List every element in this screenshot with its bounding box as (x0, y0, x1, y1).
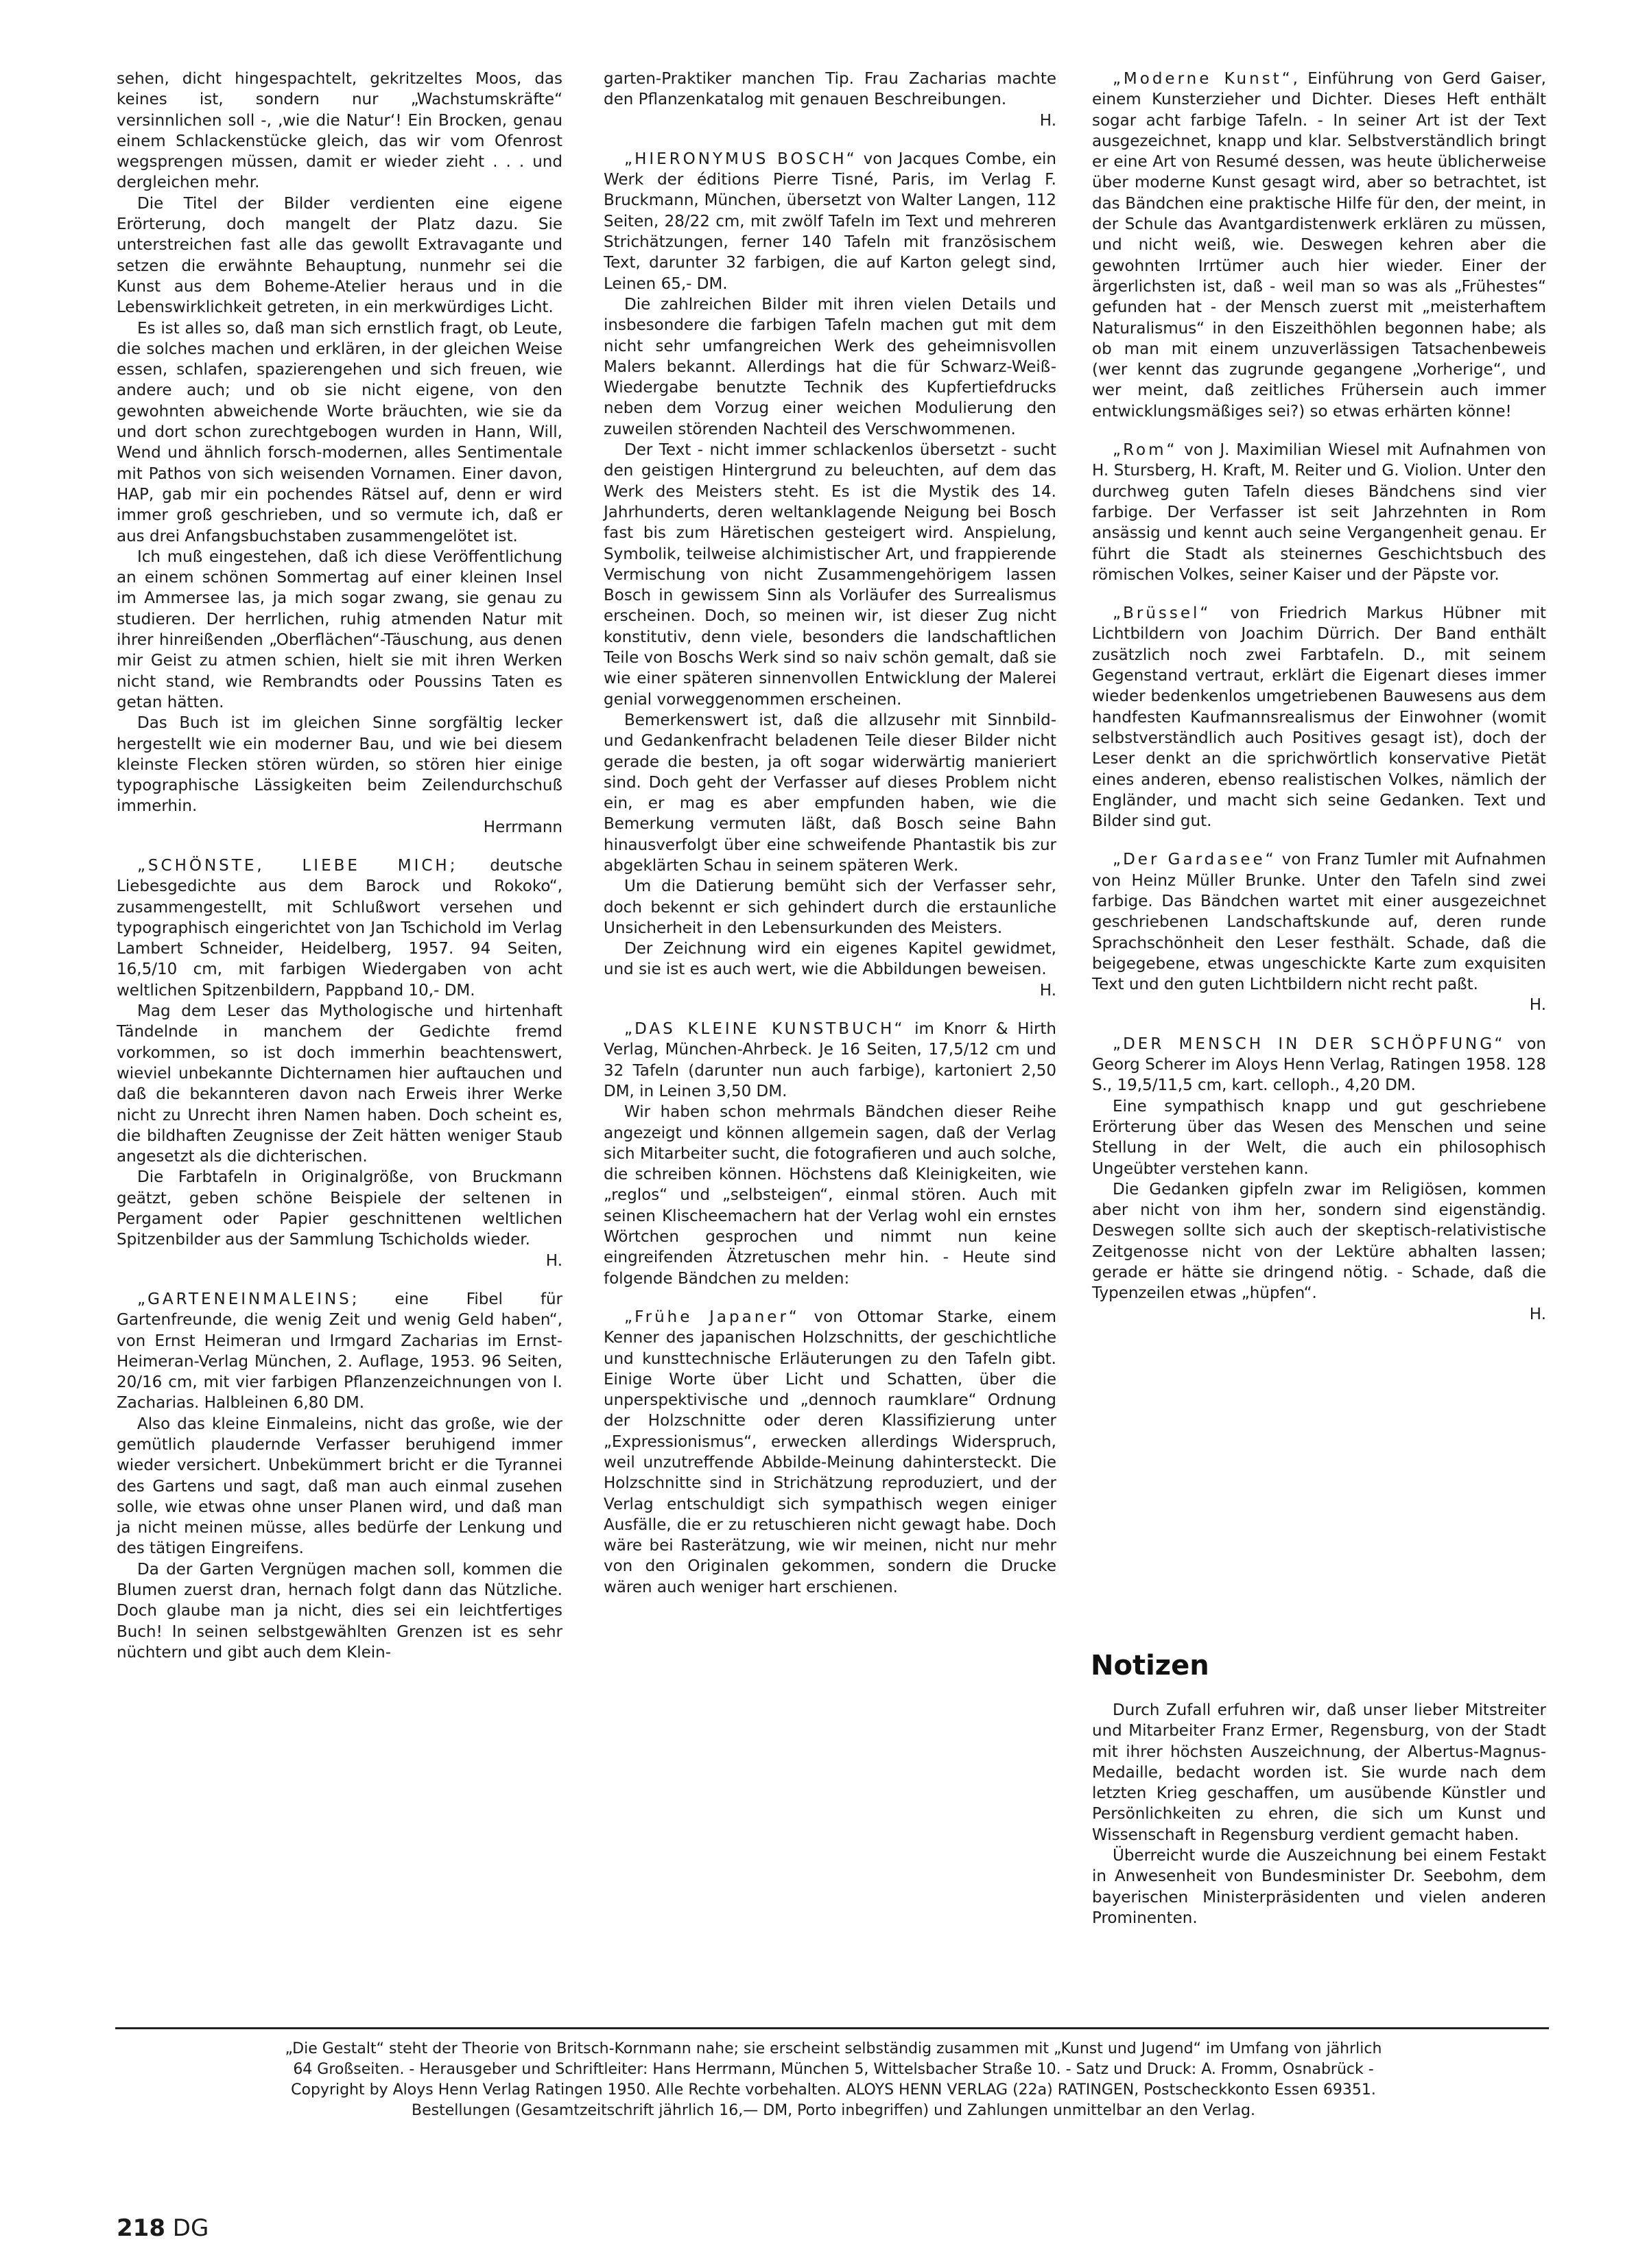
imprint-line: Copyright by Aloys Henn Verlag Ratingen 1950. Alle Rechte vorbehalten. ALOYS HENN VERLAG (22a) RATINGEN, Postscheckkonto Essen 69351. (291, 2081, 1376, 2099)
review-title: „DER MENSCH IN DER SCHÖPFUNG“ (1113, 1035, 1506, 1053)
review-entry (117, 1289, 562, 1414)
review-entry (1092, 603, 1546, 831)
author-signature: H. (1039, 111, 1056, 130)
paragraph: Wir haben schon mehrmals Bändchen dieser Reihe angezeigt und können allgemein sagen, daß der Verlag sich Mitarbeiter sucht, die fotografieren und auch solche, die schreiben können. Höchstens daß Kleinigkeiten, wie „reglos“ und „selbsteigen“, einmal stören. Auch mit seinen Klischeemachern hat der Verlag wohl ein ernstes Wörtchen gesprochen und nimmt nun keine eingreifenden Ätzretuschen mehr hin. - Heute sind folgende Bändchen zu melden: (604, 1103, 1056, 1288)
paragraph-text: Die Gedanken gipfeln zwar im Religiösen, kommen aber nicht von ihm her, sondern sind eigenständig. Deswegen sollte sich auch der skeptisch-relativistische Zeitgenosse nicht von der Lektüre abhalten lassen; gerade er hätte sie dringend nötig. - Schade, daß die Typenzeilen etwas „hüpfen“. (1092, 1180, 1546, 1303)
paragraph: Mag dem Leser das Mythologische und hirtenhaft Tändelnde in manchem der Gedichte fremd vorkommen, so ist doch immerhin beachtenswert, wieviel unbekannte Dichternamen hier auftauchen und daß die bekannteren davon nach Erweis ihrer Werke nicht zu Unrecht ihren Namen haben. Doch scheint es, die bildhaften Zeugnisse der Zeit hätten weniger Staub angesetzt als die dichterischen. (117, 1002, 562, 1166)
review-title: „Frühe Japaner“ (624, 1308, 800, 1326)
author-signature: H. (1529, 996, 1546, 1015)
notizen-heading: Notizen (1091, 1650, 1209, 1681)
paragraph-text: garten-Praktiker manchen Tip. Frau Zacharias machte den Pflanzenkatalog mit genauen Beschreibungen. (604, 70, 1056, 109)
review-title: „Moderne Kunst“ (1113, 70, 1293, 88)
author-signature: H. (1039, 981, 1056, 1000)
paragraph: Da der Garten Vergnügen machen soll, kommen die Blumen zuerst dran, hernach folgt dann das Nützliche. Doch glaube man ja nicht, dies sei ein leichtfertiges Buch! In seinen selbstgewählten Grenzen ist es sehr nüchtern und gibt auch dem Klein- (117, 1560, 562, 1662)
imprint-line: Bestellungen (Gesamtzeitschrift jährlich 16,— DM, Porto inbegriffen) und Zahlungen unmittelbar an den Verlag. (411, 2102, 1256, 2119)
review-bibliography: von Jacques Combe, ein Werk der éditions Pierre Tisné, Paris, im Verlag F. Bruckmann, München, übersetzt von Walter Langen, 112 Seiten, 28/22 cm, mit zwölf Tafeln im Text und mehreren Strichätzungen, ferner 140 Tafeln mit französischem Text, darunter 32 farbigen, die auf Karton gelegt sind, Leinen 65,- DM. (604, 150, 1056, 293)
review-title: „SCHÖNSTE, LIEBE MICH (137, 856, 450, 875)
review-title: „GARTENEINMALEINS (137, 1290, 352, 1308)
paragraph: Es ist alles so, daß man sich ernstlich fragt, ob Leute, die solches machen und erklären, in der gleichen Weise essen, schlafen, spazierengehen und sich freuen, wie andere auch; und ob sie nicht eigene, von den gewohnten abweichende Worte bräuchten, wie sie da und dort schon zurechtgebogen wurden in Hann, Will, Wend und ähnlich forsch-modernen, alles Sentimentale mit Pathos von sich weisenden Vornamen. Einer davon, HAP, gab mir ein pochendes Rätsel auf, denn er wird immer groß geschrieben, und so vermute ich, daß er aus drei Anfangsbuchstaben zusammengelötet ist. (117, 319, 562, 545)
author-signature: H. (1529, 1305, 1546, 1323)
paragraph (604, 69, 1056, 131)
notizen-section (1092, 1700, 1546, 1928)
review-bibliography: im Knorr & Hirth Verlag, München-Ahrbeck. Je 16 Seiten, 17,5/12 cm und 32 Tafeln (darunter nun auch farbige), kartoniert 2,50 DM, in Leinen 3,50 DM. (604, 1020, 1057, 1100)
review-entry (604, 1307, 1056, 1598)
review-entry (1092, 1034, 1546, 1096)
paragraph (117, 1167, 562, 1271)
review-title: „Der Gardasee“ (1113, 851, 1277, 869)
page-folio (117, 2214, 209, 2242)
review-bibliography: ; eine Fibel für Gartenfreunde, die wenig Zeit und wenig Geld haben“, von Ernst Heimeran und Irmgard Zacharias im Ernst-Heimeran-Verlag München, 2. Auflage, 1953. 96 Seiten, 20/16 cm, mit vier farbigen Pflanzenzeichnungen von I. Zacharias. Halbleinen 6,80 DM. (117, 1290, 562, 1413)
review-text: von Friedrich Markus Hübner mit Lichtbildern von Joachim Dürrich. Der Band enthält zusätzlich noch zwei Farbtafeln. D., mit seinem Gegenstand vertraut, erklärt die Eigenart dieses immer wieder bedenkenlos umgetriebenen Bauwesens aus dem handfesten Kaufmannsrealismus der Einwohner (womit selbstverständlich auch Positives gesagt ist), doch der Leser denkt an die sprichwörtlich konservative Pietät eines anderen, ebenso realistischen Volkes, nämlich der Engländer, und macht sich seine Gedanken. Text und Bilder sind gut. (1092, 604, 1546, 831)
paragraph: Um die Datierung bemüht sich der Verfasser sehr, doch bekennt er sich gehindert durch die erstaunliche Unsicherheit in den Lebensurkunden des Meisters. (604, 877, 1056, 937)
review-title: „Rom“ (1113, 441, 1178, 460)
review-bibliography: ; deutsche Liebesgedichte aus dem Barock und Rokoko“, zusammengestellt, mit Schlußwort versehen und typographisch eingerichtet von Jan Tschichold im Verlag Lambert Schneider, Heidelberg, 1957. 94 Seiten, 16,5/10 cm, mit farbigen Wiedergaben von acht weltlichen Spitzenbildern, Pappband 10,- DM. (117, 856, 563, 1000)
paragraph: Die Titel der Bilder verdienten eine eigene Erörterung, doch mangelt der Platz dazu. Sie unterstreichen fast alle das gewollt Extravagante und setzen die erwähnte Behauptung, nunmehr sei die Kunst aus dem Boheme-Atelier heraus und in die Lebenswirklichkeit getreten, in ein merkwürdiges Licht. (117, 194, 562, 317)
review-title: „Brüssel“ (1113, 604, 1211, 623)
paragraph: Überreicht wurde die Auszeichnung bei einem Festakt in Anwesenheit von Bundesminister Dr. Seebohm, dem bayerischen Ministerpräsidenten und vielen anderen Prominenten. (1092, 1847, 1546, 1927)
journal-abbreviation: DG (172, 2214, 209, 2242)
paragraph: Die zahlreichen Bilder mit ihren vielen Details und insbesondere die farbigen Tafeln machen gut mit dem nicht sehr umfangreichen Werk des geheimnisvollen Malers bekannt. Allerdings hat die für Schwarz-Weiß-Wiedergabe benutzte Technik des Kupfertiefdrucks neben dem Vorzug einer weichen Modulierung den zuweilen störenden Nachteil des Verschwommenen. (604, 295, 1056, 438)
paragraph-text: Die Farbtafeln in Originalgröße, von Bruckmann geätzt, geben schöne Beispiele der seltenen in Pergament oder Papier geschnittenen weltlichen Spitzenbilder aus der Sammlung Tschicholds wieder. (117, 1168, 562, 1249)
review-bibliography: von Georg Scherer im Aloys Henn Verlag, Ratingen 1958. 128 S., 19,5/11,5 cm, kart. celloph., 4,20 DM. (1092, 1035, 1546, 1095)
paragraph: Also das kleine Einmaleins, nicht das große, wie der gemütlich plaudernde Verfasser beruhigend immer wieder versichert. Unbekümmert bricht er die Tyrannei des Gartens und sagt, daß man auch einmal zusehen solle, wie etwas ohne unser Planen wird, und daß man ja nicht meinen müsse, alles bedürfe der Lenkung und des tätigen Eingreifens. (117, 1415, 562, 1558)
paragraph: Durch Zufall erfuhren wir, daß unser lieber Mitstreiter und Mitarbeiter Franz Ermer, Regensburg, von der Stadt mit ihrer höchsten Auszeichnung, der Albertus-Magnus-Medaille, bedacht worden ist. Sie wurde nach dem letzten Krieg geschaffen, um ausübende Künstler und Persönlichkeiten zu ehren, die sich um Kunst und Wissenschaft in Regensburg verdient gemacht haben. (1092, 1701, 1546, 1844)
paragraph (604, 938, 1056, 1001)
review-entry (117, 855, 562, 1001)
review-entry (1092, 440, 1546, 585)
review-text: von Franz Tumler mit Aufnahmen von Heinz Müller Brunke. Unter den Tafeln sind zwei farbige. Das Bändchen wartet mit einer ausgezeichnet geschriebenen Landschaftskunde auf, deren runde Sprachschönheit den Leser festhält. Schade, daß die beigegebene, etwas ungeschickte Karte zum exquisiten Text und den guten Lichtbildern nicht recht paßt. (1092, 851, 1546, 994)
imprint-footer (123, 2039, 1543, 2121)
review-text: von Ottomar Starke, einem Kenner des japanischen Holzschnitts, der geschichtliche und kunsttechnische Erläuterungen zu den Tafeln gibt. Einige Worte über Licht und Schatten, über die unperspektivische und „dennoch raumklare“ Ordnung der Holzschnitte oder deren Klassifizierung unter „Expressionismus“, erwecken allerdings Widerspruch, weil unzutreffende Abbilde-Meinung dahintersteckt. Die Holzschnitte sind in Strichätzung reproduziert, und der Verlag entschuldigt sich sympathisch wegen einiger Ausfälle, die er zu retuschieren nicht gewagt habe. Doch wäre bei Rasterätzung, wie wir meinen, nicht nur mehr von den Originalen gekommen, sondern die Drucke wären auch weniger hart erschienen. (604, 1308, 1056, 1596)
review-title: „HIERONYMUS BOSCH“ (624, 150, 857, 168)
paragraph: Der Text - nicht immer schlackenlos übersetzt - sucht den geistigen Hintergrund zu beleuchten, auf dem das Werk des Meisters steht. Es ist die Mystik des 14. Jahrhunderts, deren weltanklagende Neigung bei Bosch fast bis zum Häretischen gesteigert wird. Anspielung, Symbolik, teilweise alchimistischer Art, und frappierende Vermischung von nicht Zusammengehörigem lassen Bosch in gewissem Sinn als Vorläufer des Surrealismus erscheinen. Doch, so meinen wir, ist dieser Zug nicht konstitutiv, denn viele, besonders die landschaftlichen Teile von Boschs Werk sind so naiv schön gemalt, daß sie wie einer späteren sinnenvollen Entwicklung der Malerei genial vorweggenommen erscheinen. (604, 441, 1056, 709)
review-entry (1092, 69, 1546, 422)
paragraph (1092, 1179, 1546, 1325)
footer-divider (115, 2027, 1549, 2029)
paragraph-text: Das Buch ist im gleichen Sinne sorgfältig lecker hergestellt wie ein moderner Bau, und wie bei diesem kleinste Flecken stören würden, so stören hier einige typographische Lässigkeiten beim Zeilendurchschuß immerhin. (117, 714, 562, 816)
imprint-line: „Die Gestalt“ steht der Theorie von Britsch-Kornmann nahe; sie erscheint selbständig zusammen mit „Kunst und Jugend“ im Umfang von jährlich (285, 2040, 1382, 2057)
review-entry (604, 149, 1056, 294)
paragraph: sehen, dicht hingespachtelt, gekritzeltes Moos, das keines ist, sondern nur „Wachstumskräfte“ versinnlichen soll -, ‚wie die Natur‘! Ein Brocken, genau einem Schlackenstücke gleich, das wir vom Ofenrost wegsprengen müssen, damit er wieder zieht . . . und dergleichen mehr. (117, 70, 562, 192)
paragraph: Ich muß eingestehen, daß ich diese Veröffentlichung an einem schönen Sommertag auf einer kleinen Insel im Ammersee las, ja mich sogar zwang, sie genau zu studieren. Der herrlichen, ruhig atmenden Natur mit ihrer hinreißenden „Oberflächen“-Täuschung, aus denen mir Geist zu atmen schien, hielt sie mit ihren Werken nicht stand, wie Rembrandts oder Poussins Taten es getan hätten. (117, 547, 562, 711)
review-text: , Einführung von Gerd Gaiser, einem Kunsterzieher und Dichter. Dieses Heft enthält sogar acht farbige Tafeln. - In seiner Art ist der Text ausgezeichnet, knapp und klar. Selbstverständlich bringt er eine Art von Resumé dessen, was heute üblicherweise über moderne Kunst gesagt wird, aber so betrachtet, ist das Bändchen eine praktische Hilfe für den, der meint, in der Schule das Avantgardistenwerk erklären zu müssen, und nicht weiß, wie. Deswegen kehren aber die gewohnten Irrtümer auch hier wieder. Einer der ärgerlichsten ist, daß - weil man so was als „Frühestes“ gefunden hat - der Mensch zuerst mit „meisterhaftem Naturalismus“ in den Eiszeithöhlen begonnen habe; als ob man mit einem unzuverlässigen Tatsachenbeweis (wer kennt das zugrunde gegangene „Vorherige“, und wer meint, daß zeitliches Frühersein auch immer entwicklungsmäßiges sei?) so etwas erhärten könne! (1092, 70, 1546, 421)
review-entry (1092, 849, 1546, 1015)
paragraph: Bemerkenswert ist, daß die allzusehr mit Sinnbild- und Gedankenfracht beladenen Teile dieser Bilder nicht gerade die besten, ja oft sogar widerwärtig manieriert sind. Doch geht der Verfasser auf dieses Problem nicht ein, er mag es aber empfunden haben, wie die Bemerkung vermuten läßt, daß Bosch seine Bahn hinausverfolgt über eine schweifende Phantastik bis zur abgeklärten Schau in seinem späteren Werk. (604, 711, 1056, 875)
paragraph: Eine sympathisch knapp und gut geschriebene Erörterung über das Wesen des Menschen und seine Stellung in der Welt, die auch ein philosophisch Ungeübter verstehen kann. (1092, 1097, 1546, 1178)
column-middle (604, 69, 1056, 1598)
review-title: „DAS KLEINE KUNSTBUCH“ (624, 1020, 905, 1039)
page-number: 218 (117, 2214, 165, 2242)
paragraph (117, 713, 562, 838)
paragraph-text: Der Zeichnung wird ein eigenes Kapitel gewidmet, und sie ist es auch wert, wie die Abbildungen beweisen. (604, 940, 1056, 979)
author-signature: Herrmann (483, 818, 562, 836)
review-entry (604, 1019, 1056, 1102)
column-left (117, 69, 562, 1663)
imprint-line: 64 Großseiten. - Herausgeber und Schriftleiter: Hans Herrmann, München 5, Wittelsbacher Straße 10. - Satz und Druck: A. Fromm, Osnabrück - (293, 2061, 1374, 2078)
author-signature: H. (545, 1251, 562, 1270)
column-right (1092, 69, 1546, 1325)
review-text: von J. Maximilian Wiesel mit Aufnahmen von H. Stursberg, H. Kraft, M. Reiter und G. Violion. Unter den durchweg guten Tafeln dieses Bändchens sind vier farbige. Der Verfasser ist seit Jahrzehnten in Rom ansässig und kennt auch seine Vergangenheit genau. Er führt die Stadt als steinernes Geschichtsbuch des römischen Volkes, seiner Kaiser und der Päpste vor. (1092, 441, 1546, 584)
